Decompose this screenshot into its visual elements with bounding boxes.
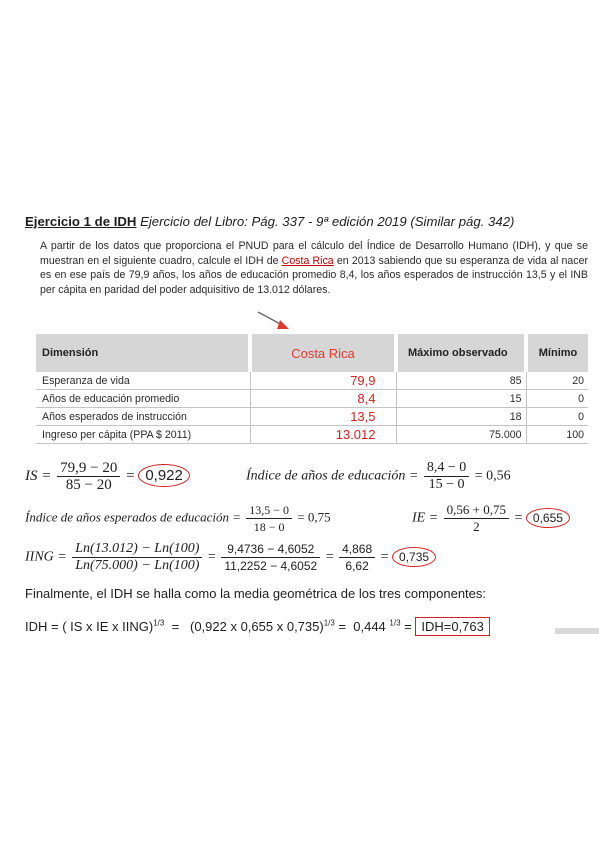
row-min: 0	[526, 408, 588, 426]
closing-sentence: Finalmente, el IDH se halla como la media geométrica de los tres componentes:	[25, 586, 486, 601]
ie-equals: =	[514, 510, 523, 526]
iing-simplified-numerator: 4,868	[339, 541, 375, 558]
problem-statement	[40, 239, 588, 297]
final-part-4: =	[400, 619, 416, 634]
table-header-row	[36, 334, 588, 372]
row-label: Años de educación promedio	[36, 390, 250, 408]
row-min: 20	[526, 372, 588, 390]
scan-edge-shadow	[555, 628, 599, 634]
is-fraction	[57, 460, 120, 493]
exp-lhs: Índice de años esperados de educación =	[25, 509, 241, 525]
exp-result: = 0,75	[297, 509, 331, 525]
header-max: Máximo observado	[396, 334, 526, 372]
iing-lhs: IING =	[25, 549, 67, 565]
edu-denominator: 15 − 0	[428, 477, 465, 492]
table-row	[36, 372, 588, 390]
exp-numerator: 13,5 − 0	[246, 502, 292, 519]
iing-fraction-simplified	[339, 541, 375, 574]
final-part-1: IDH = ( IS x IE x IING)	[25, 619, 154, 634]
formula-education-index	[246, 460, 511, 493]
problem-statement-end: en 2013 sabiendo que su esperanza de vida al nacer es en ese país de 79,9 años, los años de educación promedio 8,4, los años esperados de instrucción 13,5 y el INB per cápita en paridad del poder adquisitivo de 13.012 dólares.	[40, 254, 588, 296]
iing-numerator: Ln(13.012) − Ln(100)	[72, 541, 202, 558]
final-exponent-2: 1/3	[323, 618, 335, 628]
formula-expected-years-index	[25, 502, 331, 535]
iing-equals-1: =	[207, 549, 216, 565]
country-highlight: Costa Rica	[281, 254, 334, 267]
row-max: 85	[396, 372, 526, 390]
row-max: 75.000	[396, 426, 526, 444]
exercise-title	[25, 214, 514, 229]
final-idh-formula	[25, 617, 490, 636]
formula-is	[25, 460, 190, 493]
iing-equals-3: =	[380, 549, 389, 565]
iing-simplified-denominator: 6,62	[345, 559, 369, 573]
exp-denominator: 18 − 0	[253, 520, 285, 534]
edu-lhs: Índice de años de educación =	[246, 468, 419, 484]
header-costa-rica: Costa Rica	[250, 334, 396, 372]
header-dimension: Dimensión	[36, 334, 250, 372]
iing-log-numerator: 9,4736 − 4,6052	[221, 541, 320, 558]
row-max: 15	[396, 390, 526, 408]
exercise-title-reference: Ejercicio del Libro: Pág. 337 - 9ª edición 2019 (Similar pág. 342)	[140, 214, 515, 229]
row-label: Esperanza de vida	[36, 372, 250, 390]
final-exponent-1: 1/3	[153, 618, 165, 628]
iing-fraction-logs	[221, 541, 320, 574]
arrow-icon	[256, 310, 296, 334]
ie-denominator: 2	[473, 519, 480, 534]
row-label: Años esperados de instrucción	[36, 408, 250, 426]
data-table	[36, 334, 588, 444]
table-row	[36, 390, 588, 408]
final-exponent-3: 1/3	[389, 618, 401, 628]
row-min: 0	[526, 390, 588, 408]
edu-fraction	[424, 460, 469, 493]
row-max: 18	[396, 408, 526, 426]
is-result-circled: 0,922	[138, 464, 190, 487]
header-min: Mínimo	[526, 334, 588, 372]
ie-numerator: 0,56 + 0,75	[444, 502, 509, 519]
is-equals: =	[126, 467, 135, 484]
iing-denominator: Ln(75.000) − Ln(100)	[75, 558, 200, 573]
iing-log-denominator: 11,2252 − 4,6052	[224, 559, 318, 573]
exercise-title-bold: Ejercicio 1 de IDH	[25, 214, 137, 229]
row-label: Ingreso per cápita (PPA $ 2011)	[36, 426, 250, 444]
final-result-boxed: IDH=0,763	[415, 617, 490, 636]
is-denominator: 85 − 20	[65, 477, 112, 493]
iing-equals-2: =	[325, 549, 334, 565]
formula-ie	[412, 502, 570, 535]
edu-result: = 0,56	[474, 468, 511, 484]
iing-fraction	[72, 541, 202, 574]
exp-fraction	[246, 502, 292, 535]
row-costa-rica: 8,4	[250, 390, 396, 408]
ie-lhs: IE =	[412, 510, 439, 526]
ie-result-circled: 0,655	[526, 508, 570, 528]
row-min: 100	[526, 426, 588, 444]
row-costa-rica: 79,9	[250, 372, 396, 390]
iing-result-circled: 0,735	[392, 547, 436, 567]
final-part-3: = 0,444	[334, 619, 390, 634]
ie-fraction	[444, 502, 509, 535]
final-part-2: = (0,922 x 0,655 x 0,735)	[164, 619, 324, 634]
is-numerator: 79,9 − 20	[57, 460, 120, 477]
row-costa-rica: 13,5	[250, 408, 396, 426]
table-row	[36, 426, 588, 444]
formula-iing	[25, 541, 436, 574]
table-row	[36, 408, 588, 426]
row-costa-rica: 13.012	[250, 426, 396, 444]
is-lhs: IS =	[25, 467, 52, 484]
problem-statement-start: A partir de los datos que proporciona el PNUD para el cálculo del Índice de Desarrollo Humano (IDH), y que se muestran en el siguiente cuadro, calcule el IDH de	[40, 240, 588, 267]
edu-numerator: 8,4 − 0	[424, 460, 469, 477]
